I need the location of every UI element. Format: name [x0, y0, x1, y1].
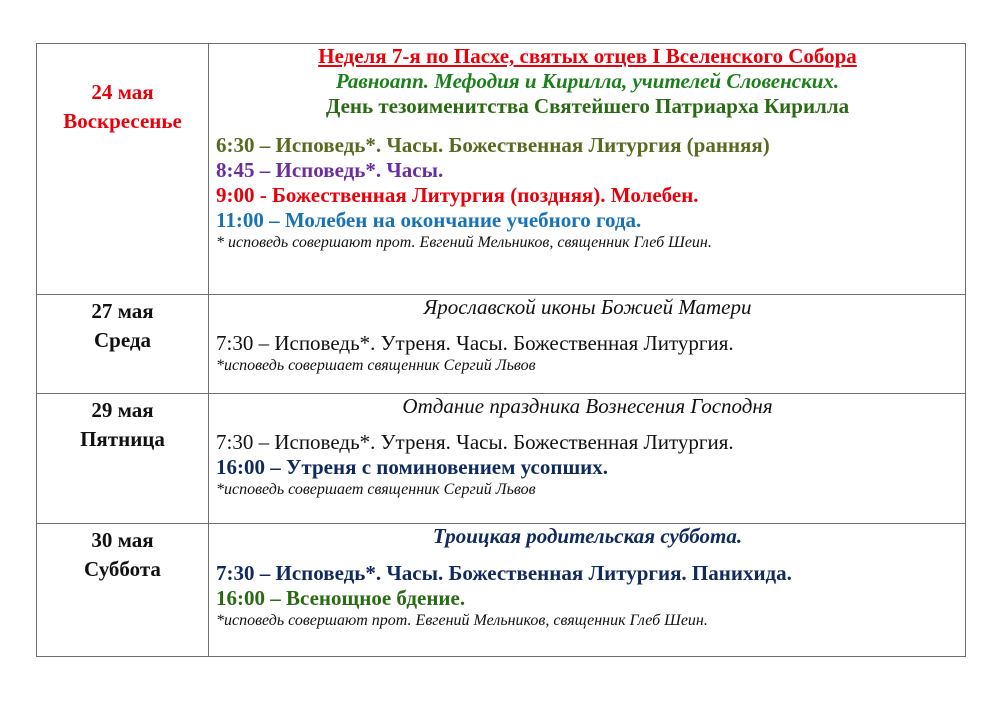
service-line: 8:45 – Исповедь*. Часы. [216, 158, 444, 182]
feast-title: Отдание праздника Вознесения Господня [402, 394, 773, 418]
date-label: 30 мая [91, 528, 154, 552]
schedule-cell [209, 295, 966, 394]
schedule-table [36, 43, 966, 657]
service-line: 7:30 – Исповедь*. Часы. Божественная Литургия. Панихида. [216, 561, 792, 585]
date-cell [37, 524, 209, 657]
service-line: 16:00 – Утреня с поминовением усопших. [216, 455, 609, 479]
service-line: 9:00 - Божественная Литургия (поздняя). Молебен. [216, 183, 699, 207]
schedule-cell [209, 524, 966, 657]
feast-title: Ярославской иконы Божией Матери [423, 295, 752, 319]
confession-note: * исповедь совершают прот. Евгений Мельников, священник Глеб Шеин. [216, 234, 712, 251]
service-line: 6:30 – Исповедь*. Часы. Божественная Литургия (ранняя) [216, 133, 770, 157]
weekday-label: Пятница [80, 427, 165, 451]
confession-note: *исповедь совершают прот. Евгений Мельников, священник Глеб Шеин. [216, 612, 708, 629]
weekday-label: Суббота [84, 557, 161, 581]
table-row [37, 295, 966, 394]
date-cell [37, 295, 209, 394]
date-label: 24 мая [91, 80, 154, 104]
feast-subtitle: День тезоименитства Святейшего Патриарха Кирилла [325, 94, 850, 118]
table-row [37, 44, 966, 295]
date-cell [37, 44, 209, 295]
date-label: 27 мая [91, 299, 154, 323]
schedule-cell [209, 394, 966, 524]
service-line: 7:30 – Исповедь*. Утреня. Часы. Божественная Литургия. [216, 331, 734, 355]
confession-note: *исповедь совершает священник Сергий Львов [216, 481, 536, 498]
service-line: 7:30 – Исповедь*. Утреня. Часы. Божественная Литургия. [216, 430, 734, 454]
feast-subtitle: Равноапп. Мефодия и Кирилла, учителей Словенских. [335, 69, 840, 93]
service-line: 11:00 – Молебен на окончание учебного года. [216, 208, 642, 232]
confession-note: *исповедь совершает священник Сергий Львов [216, 357, 536, 374]
weekday-label: Среда [93, 328, 151, 352]
feast-title: Неделя 7-я по Пасхе, святых отцев I Вселенского Собора [318, 44, 857, 68]
weekday-label: Воскресенье [63, 109, 182, 133]
table-row [37, 524, 966, 657]
date-label: 29 мая [91, 398, 154, 422]
feast-title: Троицкая родительская суббота. [432, 524, 743, 548]
service-line: 16:00 – Всенощное бдение. [216, 586, 466, 610]
schedule-cell [209, 44, 966, 295]
date-cell [37, 394, 209, 524]
table-row [37, 394, 966, 524]
